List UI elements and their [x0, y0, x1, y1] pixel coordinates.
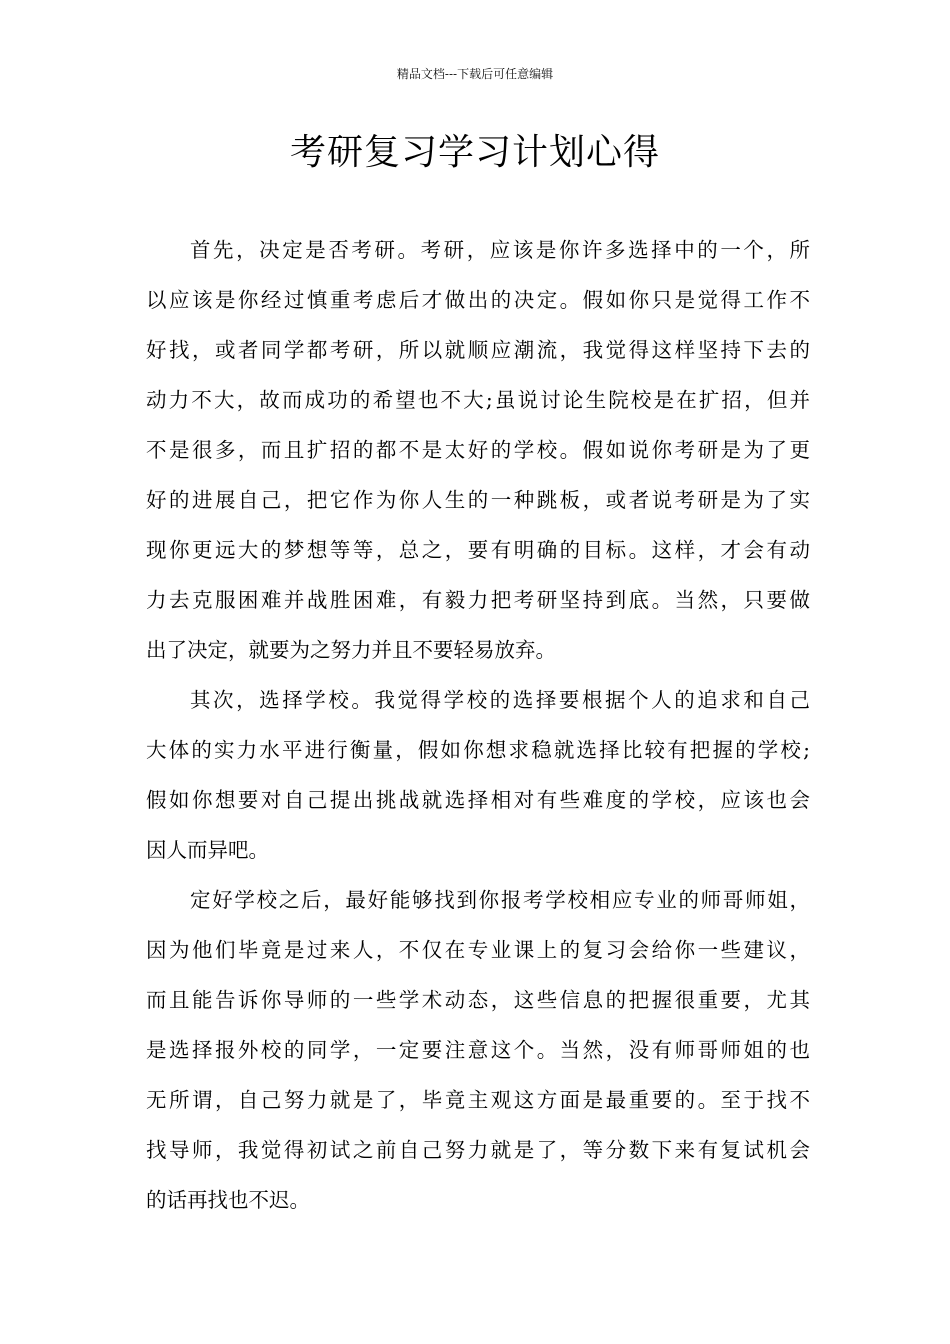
- paragraph-line: 因为他们毕竟是过来人，不仅在专业课上的复习会给你一些建议，: [146, 938, 810, 962]
- paragraph-line: 好找，或者同学都考研，所以就顺应潮流，我觉得这样坚持下去的: [146, 338, 810, 362]
- paragraph-choose-school: [146, 682, 810, 882]
- paragraph-decide: [146, 232, 810, 682]
- paragraph-line: 假如你想要对自己提出挑战就选择相对有些难度的学校，应该也会: [146, 788, 810, 812]
- paragraph-line: 好的进展自己，把它作为你人生的一种跳板，或者说考研是为了实: [146, 488, 810, 512]
- paragraph-line: 定好学校之后，最好能够找到你报考学校相应专业的师哥师姐，: [190, 888, 810, 912]
- paragraph-line: 首先，决定是否考研。考研，应该是你许多选择中的一个，所: [190, 238, 810, 262]
- paragraph-line: 的话再找也不迟。: [146, 1188, 310, 1212]
- paragraph-line: 找导师，我觉得初试之前自己努力就是了，等分数下来有复试机会: [146, 1138, 810, 1162]
- paragraph-line: 因人而异吧。: [146, 838, 269, 862]
- paragraph-line: 动力不大，故而成功的希望也不大;虽说讨论生院校是在扩招，但并: [146, 388, 810, 412]
- page-header-note: 精品文档---下载后可任意编辑: [396, 67, 554, 81]
- document-title: 考研复习学习计划心得: [289, 132, 660, 173]
- paragraph-line: 无所谓，自己努力就是了，毕竟主观这方面是最重要的。至于找不: [146, 1088, 810, 1112]
- paragraph-line: 现你更远大的梦想等等，总之，要有明确的目标。这样，才会有动: [146, 538, 810, 562]
- paragraph-line: 而且能告诉你导师的一些学术动态，这些信息的把握很重要，尤其: [146, 988, 810, 1012]
- paragraph-line: 是选择报外校的同学，一定要注意这个。当然，没有师哥师姐的也: [146, 1038, 810, 1062]
- paragraph-line: 力去克服困难并战胜困难，有毅力把考研坚持到底。当然，只要做: [146, 588, 810, 612]
- paragraph-line: 不是很多，而且扩招的都不是太好的学校。假如说你考研是为了更: [146, 438, 810, 462]
- paragraph-seniors: [146, 882, 810, 1232]
- paragraph-line: 大体的实力水平进行衡量，假如你想求稳就选择比较有把握的学校;: [146, 738, 810, 762]
- paragraph-line: 出了决定，就要为之努力并且不要轻易放弃。: [146, 638, 556, 662]
- paragraph-line: 以应该是你经过慎重考虑后才做出的决定。假如你只是觉得工作不: [146, 288, 810, 312]
- document-body: [146, 232, 810, 1232]
- paragraph-line: 其次，选择学校。我觉得学校的选择要根据个人的追求和自己: [190, 688, 810, 712]
